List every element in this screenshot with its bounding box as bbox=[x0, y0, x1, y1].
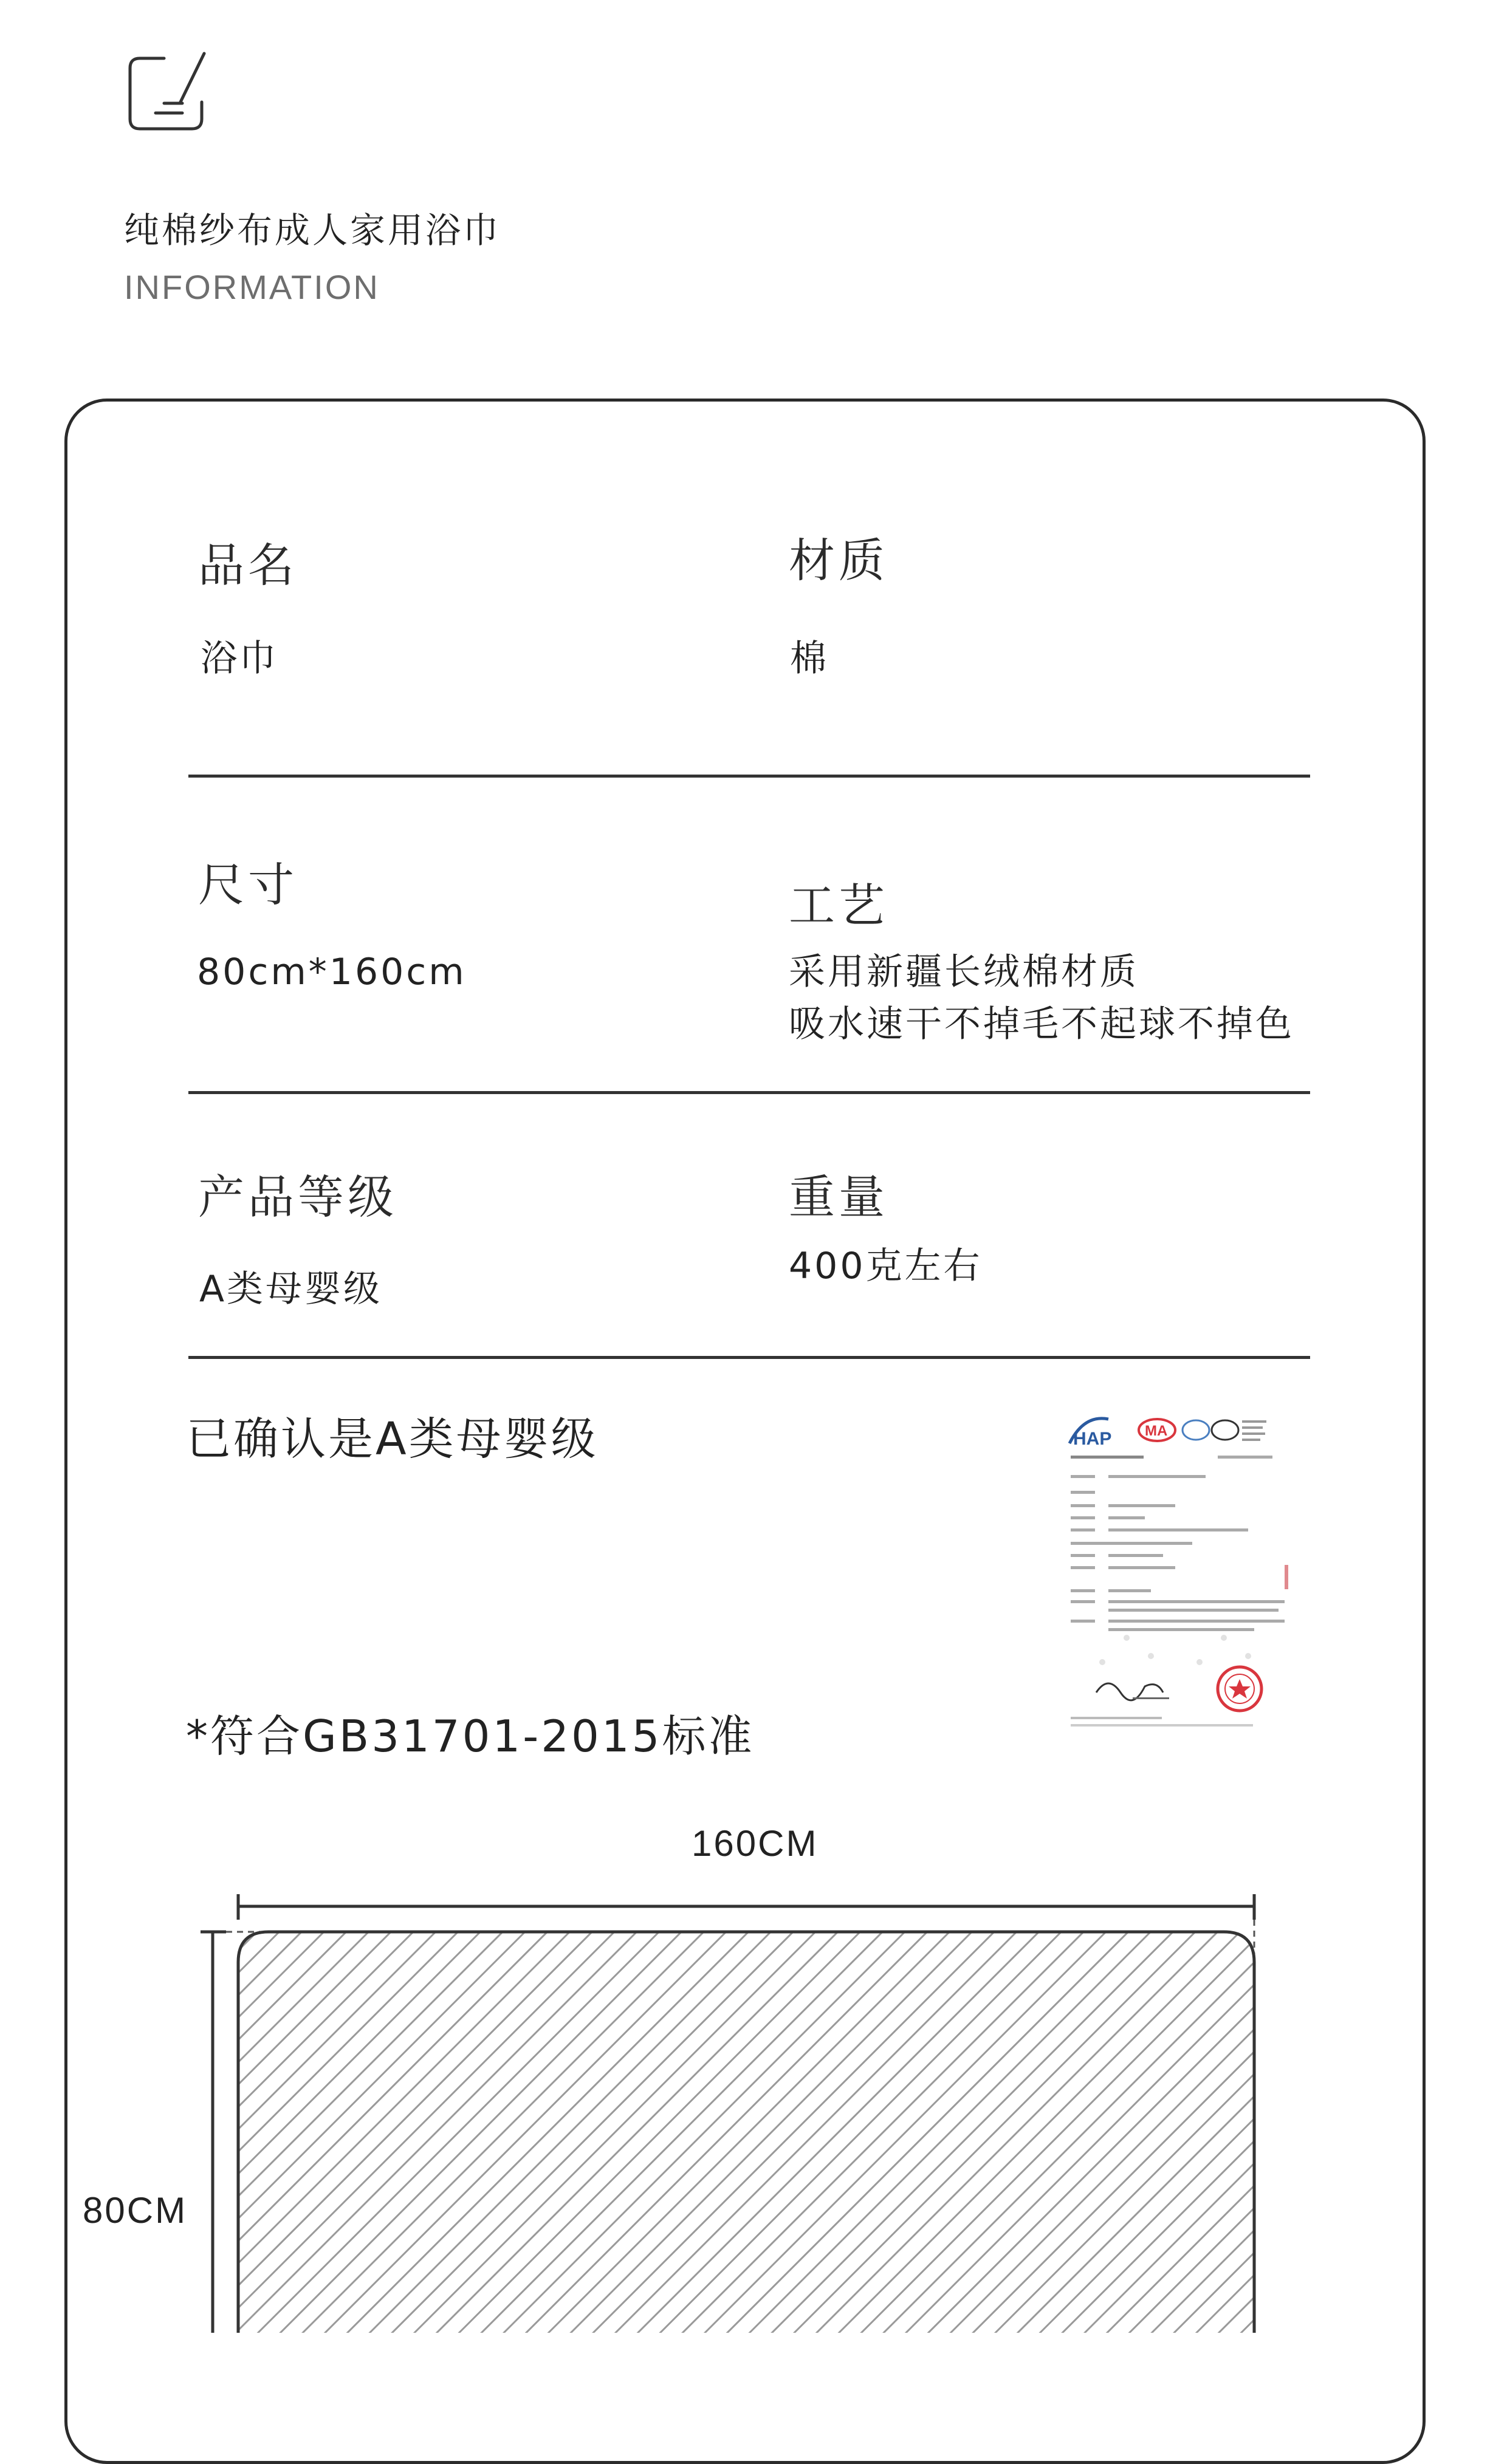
spec-label-craft: 工艺 bbox=[789, 878, 888, 933]
towel-size-diagram bbox=[182, 1871, 1337, 2333]
spec-value-grade: A类母婴级 bbox=[199, 1268, 383, 1310]
divider bbox=[188, 1091, 1310, 1094]
divider bbox=[188, 1356, 1310, 1359]
spec-label-name: 品名 bbox=[198, 538, 298, 592]
divider bbox=[188, 775, 1310, 778]
spec-label-material: 材质 bbox=[789, 533, 888, 587]
edit-note-icon bbox=[122, 47, 213, 139]
spec-label-weight: 重量 bbox=[789, 1170, 888, 1224]
spec-value-material: 棉 bbox=[790, 637, 829, 680]
test-report-certificate-icon bbox=[1066, 1407, 1297, 1735]
spec-value-size: 80cm*160cm bbox=[197, 951, 467, 993]
towel-shape bbox=[238, 1932, 1254, 2333]
spec-label-grade: 产品等级 bbox=[198, 1170, 397, 1224]
width-dimension-label: 160CM bbox=[692, 1823, 819, 1864]
height-dimension-label: 80CM bbox=[83, 2190, 188, 2231]
certification-title: 已确认是A类母婴级 bbox=[186, 1413, 599, 1465]
svg-text:HAP: HAP bbox=[1073, 1429, 1112, 1449]
spec-label-size: 尺寸 bbox=[198, 858, 298, 912]
product-title: 纯棉纱布成人家用浴巾 bbox=[124, 210, 501, 251]
svg-text:MA: MA bbox=[1145, 1423, 1168, 1439]
spec-value-name: 浴巾 bbox=[201, 637, 278, 680]
spec-value-weight: 400克左右 bbox=[789, 1245, 983, 1287]
standard-note: *符合GB31701-2015标准 bbox=[186, 1711, 755, 1762]
section-subtitle: INFORMATION bbox=[124, 268, 380, 306]
spec-value-craft-line-1: 采用新疆长绒棉材质 bbox=[789, 951, 1139, 993]
spec-value-craft-line-2: 吸水速干不掉毛不起球不掉色 bbox=[789, 1003, 1294, 1045]
